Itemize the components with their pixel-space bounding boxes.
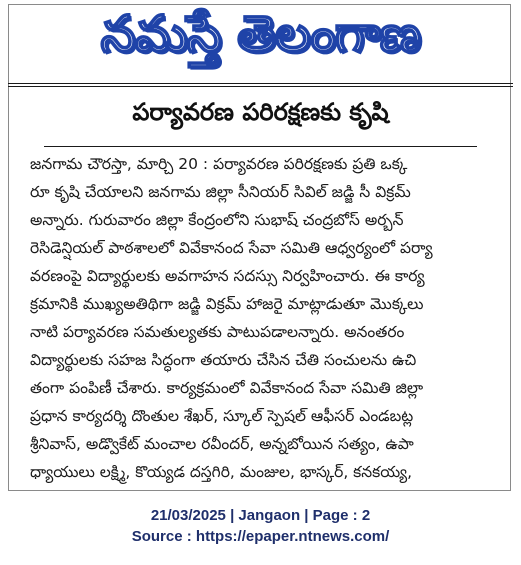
article-line: వరణంపై విద్యార్థులకు అవగాహన సదస్సు నిర్వహించారు. ఈ కార్య bbox=[30, 267, 425, 285]
article-line: రెసిడెన్షియల్ పాఠశాలలో వివేకానంద సేవా సమితి ఆధ్వర్యంలో పర్యా bbox=[30, 239, 433, 257]
masthead bbox=[0, 4, 521, 76]
article-body bbox=[30, 150, 491, 486]
article-line: జనగామ చౌరస్తా, మార్చి 20 : పర్యావరణ పరిరక్షణకు ప్రతి ఒక్క bbox=[30, 155, 408, 173]
article-line: నాటి పర్యావరణ సమతుల్యతకు పాటుపడాలన్నారు. అనంతరం bbox=[30, 323, 405, 341]
article-line: ధ్యాయులు లక్ష్మి, కొయ్యడ దస్తగిరి, మంజుల, భాస్కర్, కనకయ్య, bbox=[30, 463, 413, 481]
source-link[interactable]: Source : https://epaper.ntnews.com/ bbox=[131, 528, 390, 545]
article-headline: పర్యావరణ పరిరక్షణకు కృషి bbox=[132, 98, 389, 126]
article-line: రూ కృషి చేయాలని జనగామ జిల్లా సీనియర్ సివిల్ జడ్జి సీ విక్రమ్ bbox=[30, 183, 411, 201]
clipping-footer bbox=[0, 505, 521, 547]
article-line: క్రమానికి ముఖ్యఅతిథిగా జడ్జి విక్రమ్ హాజరై మాట్లాడుతూ మొక్కలు bbox=[30, 295, 424, 313]
masthead-rule bbox=[8, 83, 513, 84]
masthead-rule-lower bbox=[8, 86, 513, 87]
article-line: తంగా పంపిణీ చేశారు. కార్యక్రమంలో వివేకానంద సేవా సమితి జిల్లా bbox=[30, 379, 424, 397]
headline-underline bbox=[44, 146, 477, 147]
edition-info: 21/03/2025 | Jangaon | Page : 2 bbox=[150, 507, 371, 524]
article-line: శ్రీనివాస్, అడ్వొకేట్ మంచాల రవీందర్, అన్నబోయిన సత్యం, ఉపా bbox=[30, 435, 414, 453]
article-line: ప్రధాన కార్యదర్శి దొంతుల శేఖర్, స్కూల్ స్పెషల్ ఆఫీసర్ ఎండబట్ల bbox=[30, 407, 414, 425]
article-line: అన్నారు. గురువారం జిల్లా కేంద్రంలోని సుభాష్ చంద్రబోస్ అర్బన్ bbox=[30, 211, 404, 229]
newspaper-logo: నమస్తే తెలంగాణ bbox=[100, 4, 421, 63]
article-line: విద్యార్థులకు సహజ సిద్ధంగా తయారు చేసిన చేతి సంచులను ఉచి bbox=[30, 351, 417, 369]
